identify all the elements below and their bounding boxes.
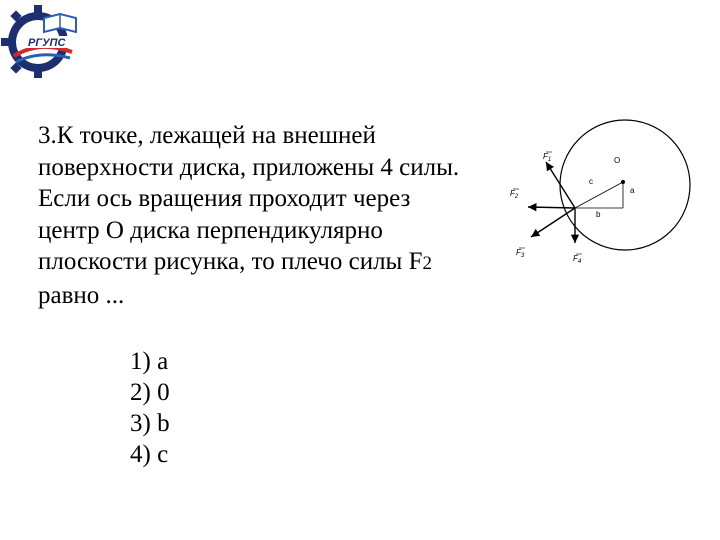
- label-f1: $F_1$: [543, 152, 552, 163]
- answer-option[interactable]: 2) 0: [130, 379, 170, 406]
- label-f2: $F_2$: [510, 189, 519, 200]
- label-o: O: [614, 156, 621, 165]
- label-b: b: [596, 210, 601, 219]
- answer-option[interactable]: 1) a: [130, 348, 169, 375]
- force-f2-arrow: [528, 207, 575, 208]
- answer-list: [130, 346, 170, 470]
- label-f3: $F_3$: [516, 248, 525, 259]
- answer-option[interactable]: 4) c: [130, 441, 169, 468]
- label-f4: $F_4$: [573, 254, 582, 265]
- force-f1-arrow: [546, 162, 575, 208]
- question-text-main: 3.К точке, лежащей на внешней поверхности диска, приложены 4 силы. Если ось вращения проходит через центр О диска перпендикулярно плоскости рисунка, то плечо силы F: [38, 122, 460, 275]
- university-logo: [0, 0, 90, 80]
- question-text: [38, 120, 478, 311]
- force-f3-arrow: [531, 208, 575, 237]
- disk: [560, 120, 690, 250]
- logo-text: РГУПС: [28, 37, 66, 49]
- force-diagram: [500, 115, 720, 280]
- label-c: c: [589, 177, 593, 186]
- label-a: a: [630, 186, 635, 195]
- answer-option[interactable]: 3) b: [130, 410, 170, 437]
- radius-line: [575, 182, 623, 208]
- question-text-end: равно ...: [38, 281, 125, 309]
- question-subscript: 2: [422, 253, 433, 274]
